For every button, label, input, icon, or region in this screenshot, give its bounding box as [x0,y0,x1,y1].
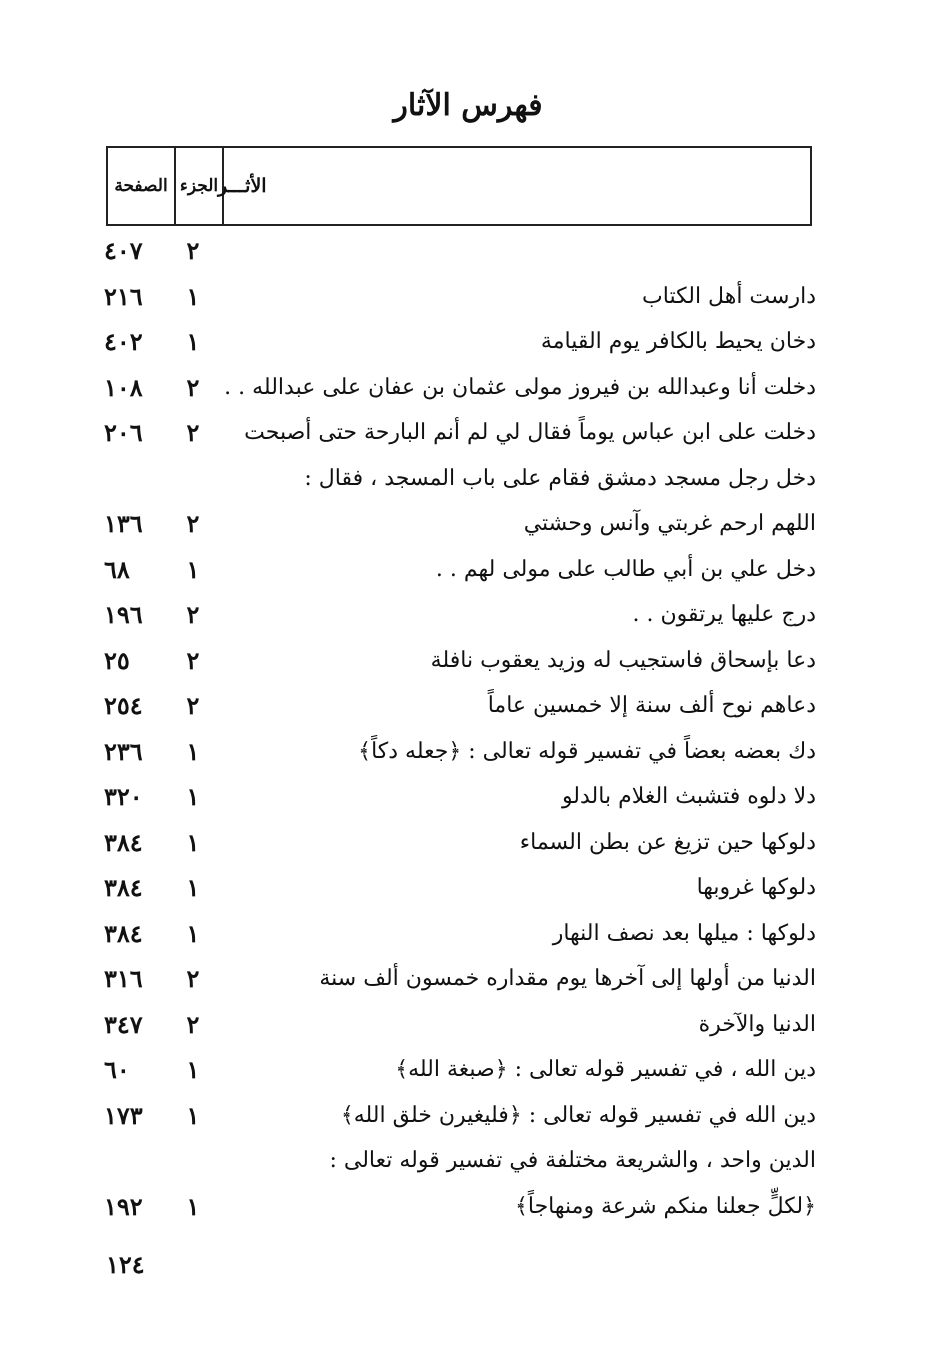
header-page: الصفحة [114,176,168,196]
list-item [104,729,816,775]
entry-volume: ١ [186,873,200,902]
entry-volume: ٢ [186,691,200,720]
entry-page: ٣٨٤ [104,918,143,948]
list-item [104,365,816,411]
entry-volume: ١ [186,918,200,948]
entries-list [104,228,816,1229]
list-item [104,319,816,365]
list-item [104,865,816,911]
entry-volume: ١ [186,1055,200,1084]
entry-page [104,1138,162,1184]
entry-text: الدنيا من أولها إلى آخرها يوم مقداره خمسون ألف سنة [319,966,816,991]
list-item [104,1047,816,1093]
entry-page: ٢٥ [104,645,130,675]
entry-text: دارست أهل الكتاب [642,283,816,309]
entry-text: دخل علي بن أبي طالب على مولى لهم . . [435,556,816,582]
entry-page: ٢٠٦ [104,418,143,447]
entry-volume: ٢ [186,372,200,402]
list-item [104,274,816,320]
list-item [104,410,816,456]
entry-volume: ١ [186,327,200,356]
entry-volume: ١ [186,1100,200,1130]
entry-page: ٢٥٤ [104,691,143,720]
header-athar: الأثـــر [218,175,267,197]
entry-text: الدين واحد ، والشريعة مختلفة في تفسير قوله تعالى : [329,1148,816,1173]
list-item [104,228,816,274]
entry-text: دعاهم نوح ألف سنة إلا خمسين عاماً [487,693,816,718]
entry-volume: ٢ [186,600,200,629]
entry-page: ٣٤٧ [104,1009,143,1039]
entry-page: ٤٠٧ [104,236,143,265]
entry-text: دخان يحيط بالكافر يوم القيامة [540,329,816,354]
entry-page: ٤٠٢ [104,327,143,356]
entry-text: دعا بإسحاق فاستجيب له وزيد يعقوب نافلة [430,647,816,673]
entry-page: ٣٢٠ [104,782,143,811]
entry-text: دين الله ، في تفسير قوله تعالى : ﴿صبغة الله﴾ [395,1057,816,1082]
list-item [104,956,816,1002]
entry-volume: ١ [186,1191,200,1221]
entry-text [226,228,816,274]
entry-page: ٣٨٤ [104,827,143,857]
entry-page: ٦٠ [104,1055,130,1084]
entry-text: دخلت على ابن عباس يوماً فقال لي لم أنم البارحة حتى أصبحت [244,420,816,445]
list-item [104,638,816,684]
list-item [104,1093,816,1139]
header-volume: الجزء [174,148,224,224]
entry-volume: ٢ [186,1009,200,1039]
entry-volume: ١ [186,827,200,857]
entry-page: ١٠٨ [104,372,143,402]
list-item [104,1138,816,1184]
entry-text: اللهم ارحم غربتي وآنس وحشتي [523,511,816,536]
entry-text: دلا دلوه فتشبث الغلام بالدلو [561,784,816,809]
list-item [104,683,816,729]
entry-text: دخلت أنا وعبدالله بن فيروز مولى عثمان بن عفان على عبدالله . . [224,374,816,400]
entry-text: دلوكها غروبها [696,875,816,900]
list-item [104,911,816,957]
page-title: فهرس الآثار [393,88,543,123]
entry-page: ١٩٢ [104,1191,143,1221]
list-item [104,820,816,866]
entry-text: الدنيا والآخرة [698,1011,816,1037]
entry-page [104,456,162,502]
entry-text: درج عليها يرتقون . . [632,602,816,627]
entry-page: ٦٨ [104,554,130,584]
list-item [104,774,816,820]
entry-text: دك بعضه بعضاً في تفسير قوله تعالى : ﴿جعله دكاً﴾ [358,738,816,764]
entry-volume: ١ [186,554,200,584]
entry-text: دخل رجل مسجد دمشق فقام على باب المسجد ، فقال : [304,465,816,491]
list-item [104,592,816,638]
list-item [104,456,816,502]
entry-volume: ١ [186,281,200,311]
page-number: ١٢٤ [106,1250,145,1279]
entry-volume: ٢ [186,509,200,538]
list-item [104,1184,816,1230]
entry-page: ٢٣٦ [104,736,143,766]
entry-text: دلوكها حين تزيغ عن بطن السماء [519,829,816,855]
entry-page: ١٧٣ [104,1100,143,1130]
entry-page: ٢١٦ [104,281,143,311]
entry-volume: ٢ [186,964,200,993]
entry-page: ٣١٦ [104,964,143,993]
entry-volume: ٢ [186,645,200,675]
list-item [104,547,816,593]
entry-volume: ١ [186,736,200,766]
entry-volume: ١ [186,782,200,811]
list-item [104,1002,816,1048]
entry-page: ١٩٦ [104,600,143,629]
entry-volume: ٢ [186,418,200,447]
entry-volume [170,456,216,502]
entry-page: ١٣٦ [104,509,143,538]
entry-text: دين الله في تفسير قوله تعالى : ﴿فليغيرن خلق الله﴾ [340,1102,816,1128]
list-item [104,501,816,547]
table-header [106,146,812,226]
entry-text: ﴿لكلٍّ جعلنا منكم شرعة ومنهاجاً﴾ [514,1193,816,1219]
entry-volume: ٢ [186,236,200,265]
entry-page: ٣٨٤ [104,873,143,902]
entry-volume [170,1138,216,1184]
entry-text: دلوكها : ميلها بعد نصف النهار [552,920,816,946]
